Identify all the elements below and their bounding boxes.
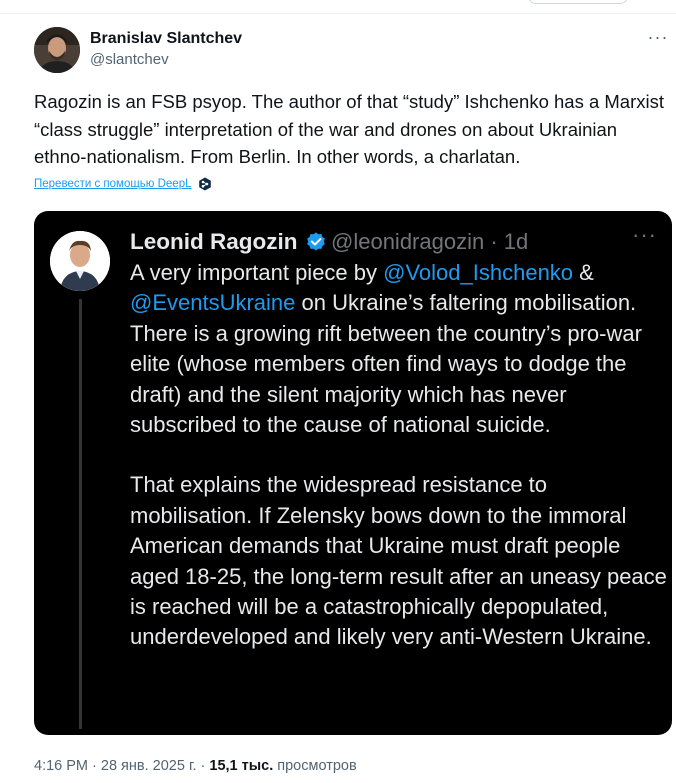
tweet-meta — [34, 756, 357, 776]
mention-events-ukraine[interactable]: @EventsUkraine — [130, 290, 296, 316]
views-count: 15,1 тыс. — [209, 758, 274, 774]
tweet-text: Ragozin is an FSB psyop. The author of that “study” Ishchenko has a Marxist “class struggle” interpretation of the war and drones on about Ukrainian ethno-nationalism. From Berlin. In other words, a charlatan. — [34, 91, 665, 167]
mention-volod-ishchenko[interactable]: @Volod_Ishchenko — [383, 260, 574, 285]
quoted-text-segment: A very important piece by — [130, 260, 384, 285]
more-options-icon[interactable]: ··· — [647, 27, 669, 47]
meta-separator: · — [196, 758, 210, 774]
tweet-header — [34, 27, 674, 75]
views-label: просмотров — [273, 758, 357, 774]
quoted-tweet-body — [130, 258, 670, 653]
author-avatar[interactable] — [34, 27, 80, 73]
author-display-name[interactable]: Branislav Slantchev — [90, 30, 243, 47]
verified-badge-icon — [305, 231, 327, 253]
quoted-handle-time[interactable]: @leonidragozin · 1d — [331, 229, 529, 254]
meta-separator: · — [88, 758, 101, 774]
quoted-text-segment: & — [573, 260, 594, 285]
quoted-display-name[interactable]: Leonid Ragozin — [130, 229, 298, 254]
quoted-avatar-photo-icon — [50, 231, 110, 291]
tweet-date[interactable]: 28 янв. 2025 г. — [100, 758, 197, 774]
tweet-time[interactable]: 4:16 PM — [34, 758, 88, 774]
translate-label: Перевести с помощью DeepL — [34, 178, 192, 190]
quoted-author-avatar[interactable] — [50, 231, 110, 291]
quoted-more-options-icon[interactable]: ··· — [632, 222, 657, 247]
quoted-paragraph-1 — [130, 258, 670, 440]
quoted-paragraph-2: That explains the widespread resistance to mobilisation. If Zelensky bows down to the immoral American demands that Ukraine must draft people aged 18-25, the long-term result after an uneasy peace is reached will be a catastrophically depopulated, underdeveloped and likely very anti-Western Ukraine. — [130, 472, 667, 650]
deepl-icon — [198, 177, 212, 191]
quoted-tweet-card[interactable] — [34, 211, 672, 735]
top-button-partial[interactable] — [528, 0, 628, 4]
quoted-text-segment: on Ukraine’s faltering mobilisation. There is a growing rift between the country’s pro-war elite (whose members often find ways to dodge the draft) and the silent majority which has never subscribed to the cause of national suicide. — [130, 290, 642, 438]
thread-line — [79, 299, 82, 729]
translate-link[interactable] — [34, 177, 212, 191]
author-handle[interactable]: @slantchev — [90, 51, 169, 68]
author-names — [90, 29, 242, 71]
avatar-photo-icon — [34, 27, 80, 73]
